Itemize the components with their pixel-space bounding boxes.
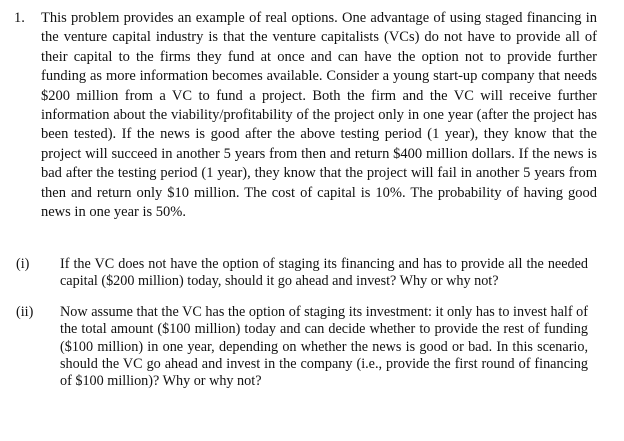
problem-number: 1. [14, 10, 25, 26]
problem-text: This problem provides an example of real options. One advantage of using staged financing in the venture capital industry is that the venture capitalists (VCs) do not have to provide all of their capital to the firms they fund at once and can have the option not to provide further funding as more information becomes available. Consider a young start-up company that needs $200 million from a VC to fund a project. Both the firm and the VC will receive further information about the viability/profitability of the project only in one year (after the project has been tested). If the news is good after the above testing period (1 year), they know that the project will succeed in another 5 years from then and return $400 million dollars. If the news is bad after the testing period (1 year), they know that the project will fail in another 5 years from then and return only $10 million. The cost of capital is 10%. The probability of having good news in one year is 50%. [41, 10, 597, 221]
problem-1 [14, 9, 608, 222]
subquestion-text: If the VC does not have the option of staging its financing and has to provide all the needed capital ($200 million) today, should it go ahead and invest? Why or why not? [60, 256, 588, 290]
subquestion-i [16, 256, 596, 291]
subquestion-ii [16, 304, 596, 390]
subquestion-label: (ii) [16, 304, 34, 320]
subquestion-text: Now assume that the VC has the option of staging its investment: it only has to invest half of the total amount ($100 million) today and can decide whether to provide the rest of funding ($100 million) in one year, depending on whether the news is good or bad. In this scenario, should the VC go ahead and invest in the company (i.e., provide the first round of financing of $100 million)? Why or why not? [60, 304, 588, 390]
subquestion-label: (i) [16, 256, 30, 272]
